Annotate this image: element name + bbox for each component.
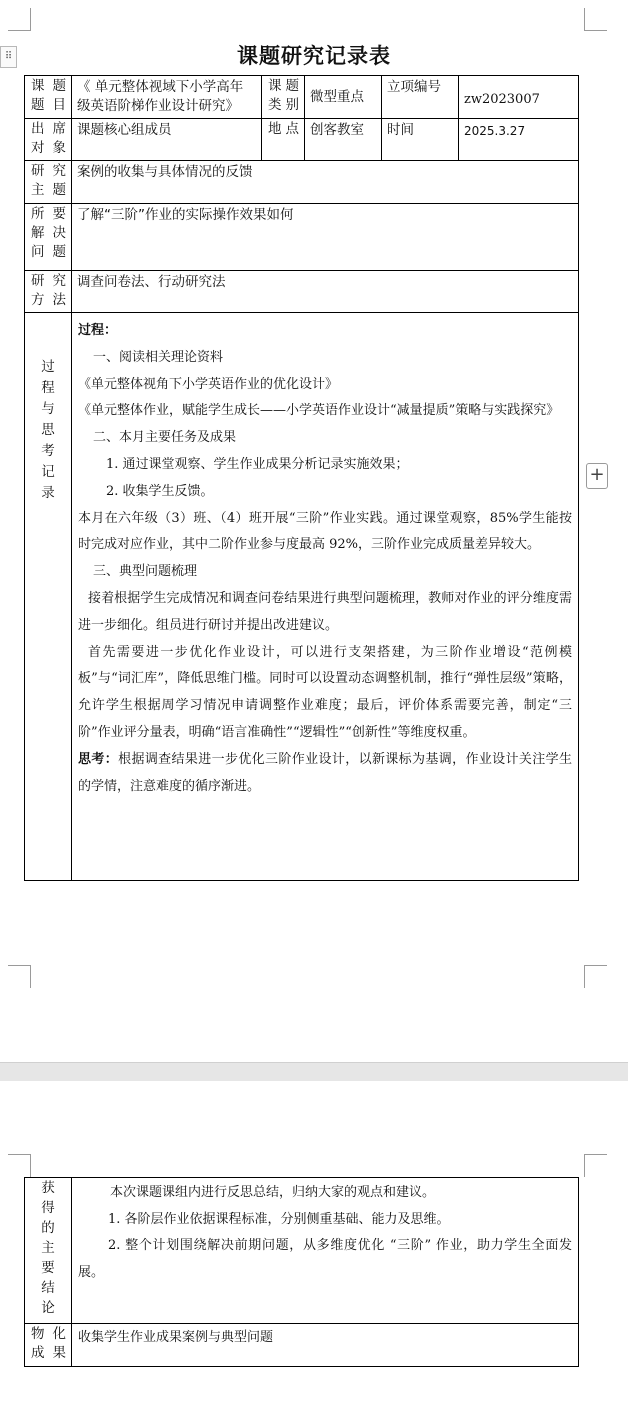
conclusion-label-char: 论 <box>41 1300 55 1316</box>
problem-paragraph: 接着根据学生完成情况和调查问卷结果进行典型问题梳理，教师对作业的评分维度需进一步细化。组员进行研讨并提出改进建议。 <box>78 590 572 633</box>
reference-1: 《单元整体视角下小学英语作业的优化设计》 <box>78 376 339 392</box>
crop-mark <box>8 1154 31 1177</box>
theme-label: 研 究 主题 <box>25 161 72 204</box>
document-title: 课题研究记录表 <box>237 43 391 68</box>
conclusion-label-char: 主 <box>41 1240 55 1256</box>
conclusion-label-char: 获 <box>41 1180 55 1196</box>
conclusion-label <box>25 1178 72 1324</box>
project-no-label: 立项编号 <box>382 76 459 119</box>
method-label: 研 究 方法 <box>25 271 72 313</box>
place-value[interactable]: 创客教室 <box>305 119 382 161</box>
reflection-label: 思考： <box>78 751 119 767</box>
project-no-value[interactable]: zw2023007 <box>459 76 579 119</box>
category-value[interactable]: 微型重点 <box>305 76 382 119</box>
conclusion-intro: 本次课题课组内进行反思总结，归纳大家的观点和建议。 <box>110 1185 436 1200</box>
place-label: 地点 <box>262 119 305 161</box>
process-label-char: 过 <box>41 359 55 375</box>
conclusion-label-char: 要 <box>41 1260 55 1276</box>
reflection-paragraph <box>78 747 572 801</box>
crop-mark <box>584 8 607 31</box>
process-label-char: 程 <box>41 380 55 396</box>
result-value[interactable]: 收集学生作业成果案例与典型问题 <box>72 1324 579 1367</box>
section-1-heading: 一、阅读相关理论资料 <box>93 349 224 365</box>
reference-2: 《单元整体作业，赋能学生成长——小学英语作业设计“减量提质”策略与实践探究》 <box>78 403 560 419</box>
practice-paragraph: 本月在六年级（3）班、（4）班开展“三阶”作业实践。通过课堂观察，85%学生能按时完成对应作业，其中二阶作业参与度最高 92%，三阶作业完成质量差异较大。 <box>78 510 572 553</box>
conclusion-label-char: 结 <box>41 1280 55 1296</box>
attendees-value[interactable]: 课题核心组成员 <box>72 119 262 161</box>
improvement-paragraph: 首先需要进一步优化作业设计，可以进行支架搭建，为三阶作业增设“范例模板”与“词汇库”，降低思维门槛。同时可以设置动态调整机制，推行“弹性层级”策略，允许学生根据周学习情况申请调整作业难度；最后，评价体系需要完善，制定“三阶”作业评分量表，明确“语言准确性”“逻辑性”“创新性”等维度权重。 <box>78 644 572 740</box>
process-label <box>25 313 72 881</box>
process-label-char: 录 <box>41 485 55 501</box>
crop-mark <box>584 1154 607 1177</box>
topic-value[interactable]: 《 单元整体视域下小学高年级英语阶梯作业设计研究》 <box>72 76 262 119</box>
process-label-char: 思 <box>41 422 55 438</box>
method-value[interactable]: 调查问卷法、行动研究法 <box>72 271 579 313</box>
problem-value[interactable]: 了解“三阶”作业的实际操作效果如何 <box>72 204 579 271</box>
process-label-char: 与 <box>41 401 55 417</box>
crop-mark <box>8 8 31 31</box>
conclusion-item-2: 2. 整个计划围绕解决前期问题，从多维度优化 “三阶” 作业，助力学生全面发展。 <box>78 1238 572 1280</box>
theme-value[interactable]: 案例的收集与具体情况的反馈 <box>72 161 579 204</box>
crop-mark <box>8 965 31 988</box>
attendees-label: 出 席 对象 <box>25 119 72 161</box>
process-label-char: 记 <box>41 464 55 480</box>
task-1: 1. 通过课堂观察、学生作业成果分析记录实施效果； <box>106 456 409 472</box>
section-2-heading: 二、本月主要任务及成果 <box>93 430 237 446</box>
category-label: 课题类别 <box>262 76 305 119</box>
conclusion-content[interactable] <box>72 1178 579 1324</box>
crop-mark <box>584 965 607 988</box>
page-break-gap <box>0 1062 628 1082</box>
page-2 <box>0 1081 628 1428</box>
time-value[interactable]: 2025.3.27 <box>459 119 579 161</box>
process-heading: 过程： <box>78 323 118 338</box>
conclusion-label-char: 得 <box>41 1200 55 1216</box>
conclusion-table <box>24 1177 579 1367</box>
section-3-heading: 三、典型问题梳理 <box>93 564 198 580</box>
add-row-icon[interactable]: + <box>586 463 608 489</box>
process-content[interactable] <box>72 313 579 881</box>
reflection-text: 根据调查结果进一步优化三阶作业设计，以新课标为基调，作业设计关注学生的学情，注意难度的循序渐进。 <box>78 751 572 794</box>
conclusion-label-char: 的 <box>41 1220 55 1236</box>
process-label-char: 考 <box>41 443 55 459</box>
result-label: 物 化 成果 <box>25 1324 72 1367</box>
record-table <box>24 75 579 881</box>
table-move-handle-icon[interactable]: ⠿ <box>0 46 17 68</box>
topic-label: 课 题 题目 <box>25 76 72 119</box>
time-label: 时间 <box>382 119 459 161</box>
task-2: 2. 收集学生反馈。 <box>106 483 214 499</box>
conclusion-item-1: 1. 各阶层作业依据课程标准，分别侧重基础、能力及思维。 <box>108 1211 450 1227</box>
problem-label: 所 要 解 决 问题 <box>25 204 72 271</box>
